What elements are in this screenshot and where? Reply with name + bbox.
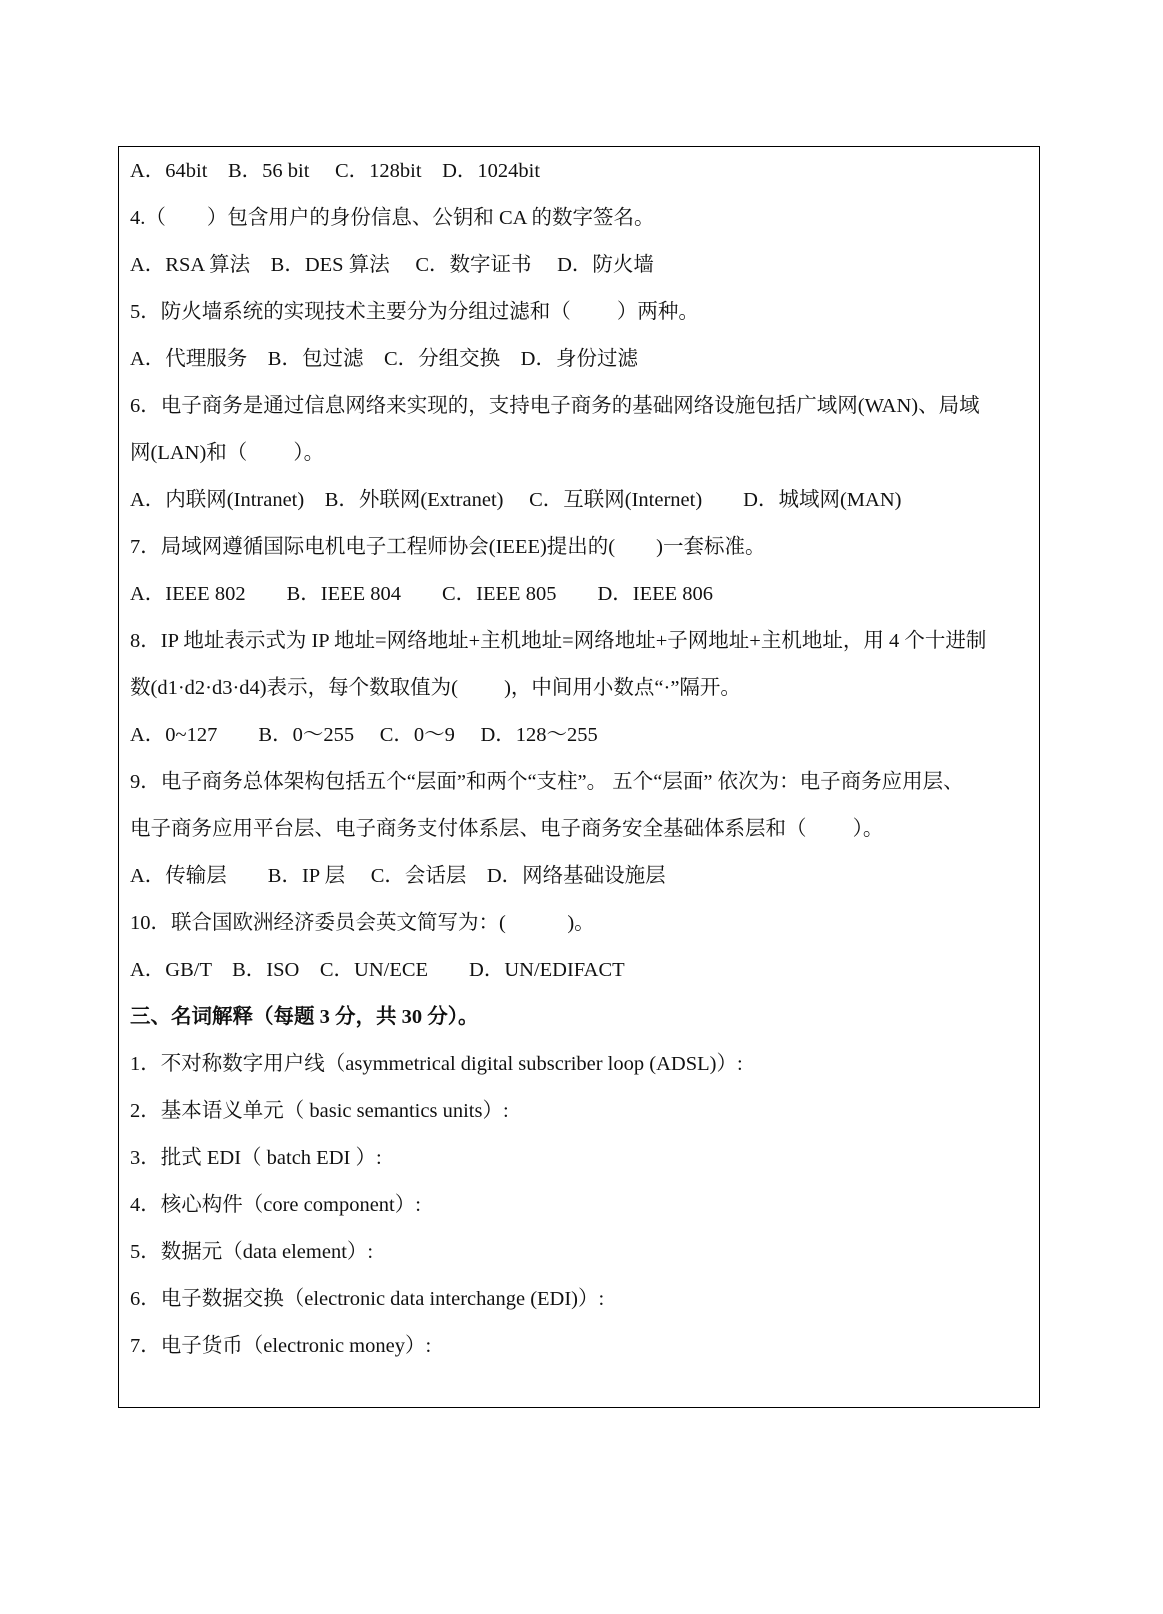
q6-question-line2: 网(LAN)和（ ）。	[130, 442, 325, 464]
q4-question: 4.（ ）包含用户的身份信息、公钥和 CA 的数字签名。	[130, 207, 655, 229]
q5-options: A．代理服务 B．包过滤 C．分组交换 D．身份过滤	[130, 348, 638, 370]
term-5: 5．数据元（data element）:	[130, 1241, 374, 1263]
q9-question-line2: 电子商务应用平台层、电子商务支付体系层、电子商务安全基础体系层和（ ）。	[130, 818, 884, 840]
q10-options: A．GB/T B．ISO C．UN/ECE D．UN/EDIFACT	[130, 959, 625, 981]
q8-question-line2: 数(d1·d2·d3·d4)表示，每个数取值为( )，中间用小数点“·”隔开。	[130, 677, 741, 699]
term-3: 3．批式 EDI（ batch EDI ）:	[130, 1147, 382, 1169]
q8-question-line1: 8．IP 地址表示式为 IP 地址=网络地址+主机地址=网络地址+子网地址+主机地址，用 4 个十进制	[130, 630, 987, 652]
term-2: 2．基本语义单元（ basic semantics units）:	[130, 1100, 509, 1122]
section-three-heading: 三、名词解释（每题 3 分，共 30 分）。	[130, 1006, 479, 1028]
q6-question-line1: 6．电子商务是通过信息网络来实现的，支持电子商务的基础网络设施包括广域网(WAN)、局域	[130, 395, 980, 417]
term-6: 6．电子数据交换（electronic data interchange (EDI)）:	[130, 1288, 605, 1310]
exam-table-cell	[118, 146, 1040, 1408]
q7-question: 7．局域网遵循国际电机电子工程师协会(IEEE)提出的( )一套标准。	[130, 536, 766, 558]
q4-options: A．RSA 算法 B．DES 算法 C．数字证书 D．防火墙	[130, 254, 654, 276]
q10-question: 10．联合国欧洲经济委员会英文简写为：( )。	[130, 912, 595, 934]
q9-options: A．传输层 B．IP 层 C．会话层 D．网络基础设施层	[130, 865, 666, 887]
q3-options: A．64bit B．56 bit C．128bit D．1024bit	[130, 160, 541, 182]
term-7: 7．电子货币（electronic money）:	[130, 1335, 432, 1357]
term-4: 4．核心构件（core component）:	[130, 1194, 421, 1216]
q7-options: A．IEEE 802 B．IEEE 804 C．IEEE 805 D．IEEE 806	[130, 583, 714, 605]
q6-options: A．内联网(Intranet) B．外联网(Extranet) C．互联网(Internet) D．城域网(MAN)	[130, 489, 902, 511]
q9-question-line1: 9．电子商务总体架构包括五个“层面”和两个“支柱”。 五个“层面” 依次为：电子商务应用层、	[130, 771, 964, 793]
q5-question: 5．防火墙系统的实现技术主要分为分组过滤和（ ）两种。	[130, 301, 699, 323]
q8-options: A．0~127 B．0～255 C．0～9 D．128～255	[130, 724, 598, 746]
term-1: 1．不对称数字用户线（asymmetrical digital subscriber loop (ADSL)）:	[130, 1053, 743, 1075]
